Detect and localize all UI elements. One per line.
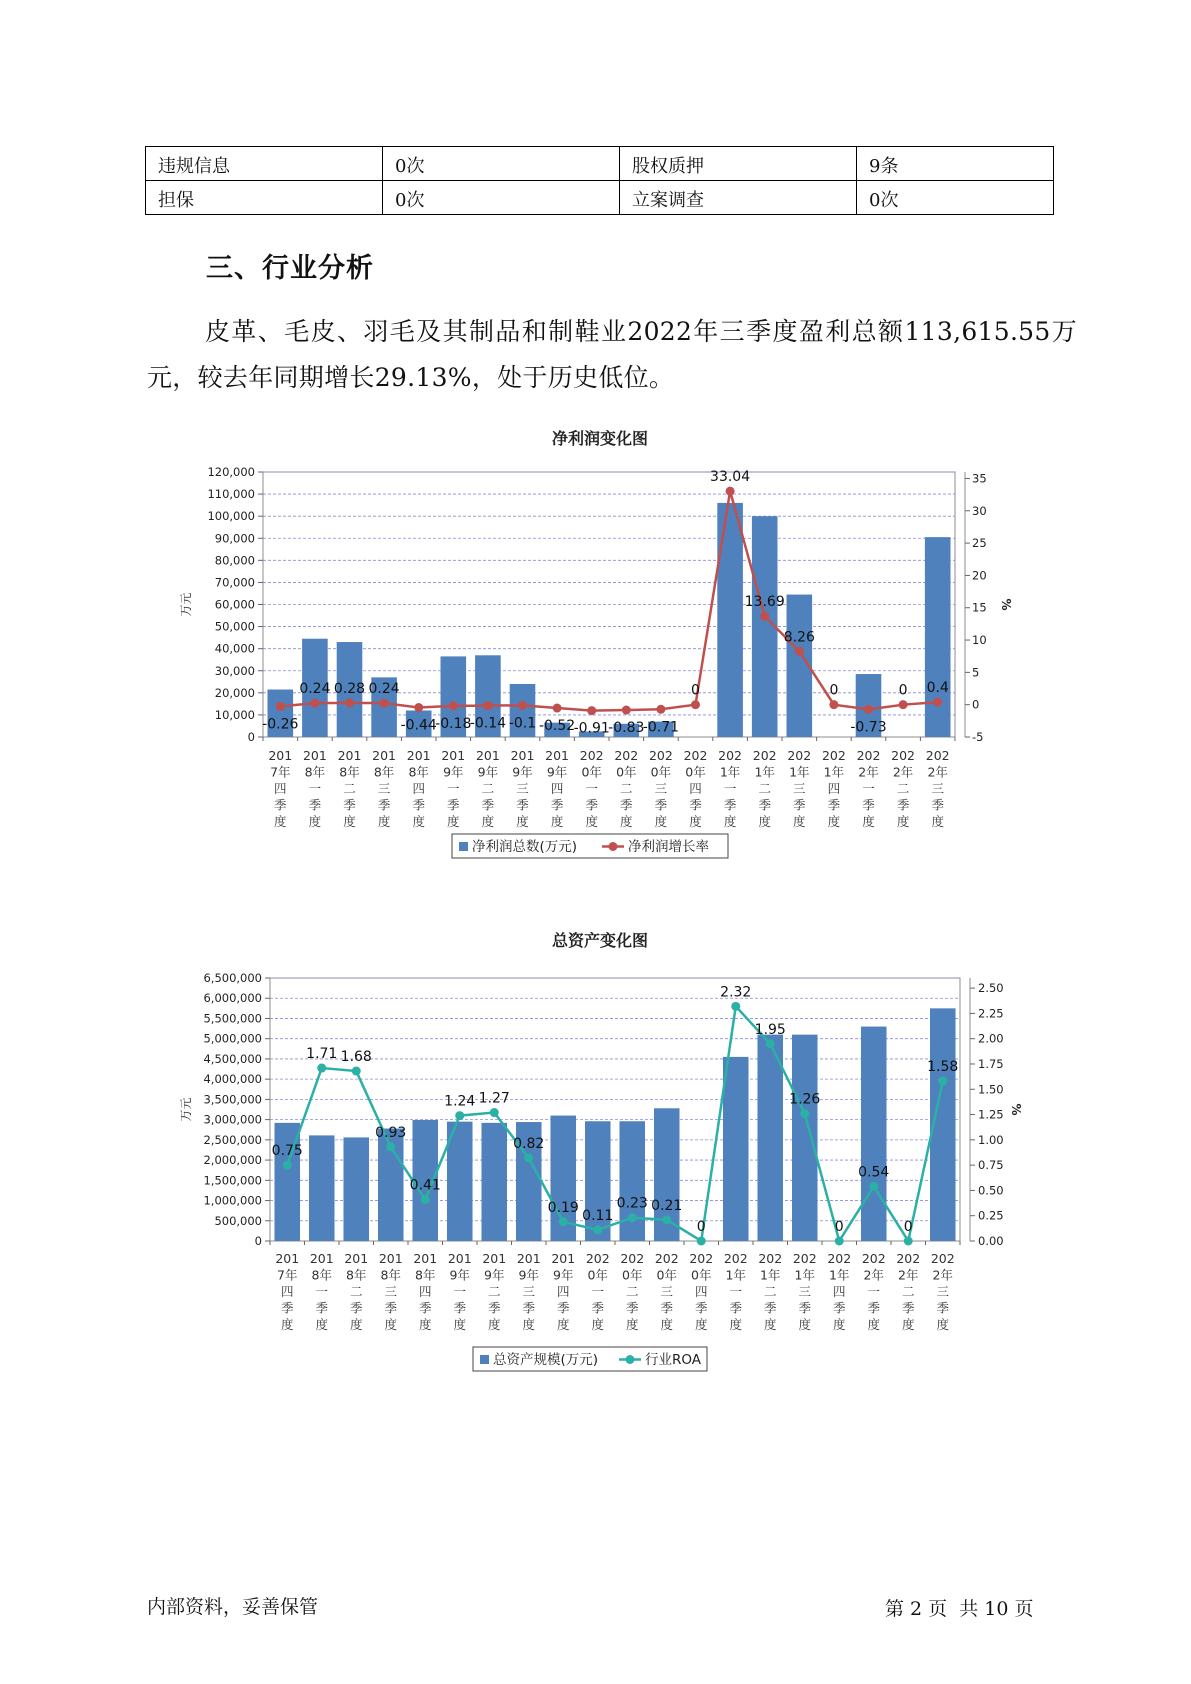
data-label: 0.28: [333, 680, 366, 697]
line-point: [835, 1237, 844, 1246]
line-point: [691, 700, 700, 709]
x-tick-label: 202 0年二季度: [620, 1251, 645, 1332]
table-cell: 担保: [146, 181, 383, 215]
line-point: [352, 1067, 361, 1076]
line-point: [904, 1237, 913, 1246]
bar: [343, 1137, 369, 1241]
table-cell: 立案调查: [620, 181, 857, 215]
line-point: [864, 705, 873, 714]
x-tick-label: 201 8年四季度: [413, 1251, 438, 1332]
line-point: [766, 1039, 775, 1048]
x-tick-label: 202 1年一季度: [718, 748, 743, 829]
line-point: [559, 1217, 568, 1226]
line-point: [283, 1161, 292, 1170]
y2-tick-label: 0.75: [978, 1158, 1004, 1173]
table-cell: 0次: [857, 181, 1054, 215]
line-point: [726, 487, 735, 496]
data-label: 1.26: [789, 1091, 821, 1108]
y2-tick-label: 2.50: [978, 981, 1004, 996]
legend-label: 净利润总数(万元): [472, 839, 578, 855]
legend: [473, 1347, 707, 1371]
data-label: -0.73: [850, 719, 887, 736]
line-point: [899, 700, 908, 709]
table-row: [146, 147, 1054, 181]
y2-tick-label: 0.25: [978, 1208, 1004, 1223]
line-point: [345, 698, 354, 707]
x-tick-label: 202 2年三季度: [925, 748, 950, 829]
line-point: [449, 701, 458, 710]
y-tick-label: 100,000: [207, 509, 255, 524]
x-tick-label: 202 1年一季度: [723, 1251, 748, 1332]
y2-tick-label: 2.00: [978, 1031, 1004, 1046]
data-label: -0.71: [642, 719, 680, 736]
bar: [723, 1057, 749, 1241]
data-label: 0.24: [368, 681, 400, 698]
y2-tick-label: 0.50: [978, 1183, 1004, 1198]
line-point: [518, 701, 527, 710]
x-tick-label: 202 2年二季度: [891, 748, 916, 829]
x-tick-label: 202 0年二季度: [614, 748, 639, 829]
y-tick-label: 0: [254, 1234, 262, 1248]
y-axis-label: 万元: [179, 1097, 193, 1122]
line-point: [553, 704, 562, 713]
y-tick-label: 10,000: [214, 707, 255, 722]
data-label: 0.4: [926, 680, 949, 697]
bar: [757, 1035, 783, 1241]
y-tick-label: 6,500,000: [203, 971, 262, 985]
line-point: [414, 703, 423, 712]
y-tick-label: 60,000: [214, 597, 255, 612]
legend-line-marker: [626, 1355, 635, 1364]
y2-tick-label: 5: [972, 665, 980, 680]
y2-tick-label: 2.25: [978, 1006, 1004, 1021]
y-tick-label: 4,500,000: [203, 1051, 262, 1066]
data-label: -0.14: [469, 715, 507, 732]
data-label: 0.41: [409, 1177, 441, 1194]
x-tick-label: 201 9年一季度: [447, 1251, 472, 1332]
x-tick-label: 201 8年二季度: [344, 1251, 369, 1332]
y-tick-label: 50,000: [214, 619, 255, 634]
y-tick-label: 6,000,000: [203, 991, 262, 1006]
data-label: 0.75: [271, 1143, 303, 1160]
legend-label: 总资产规模(万元): [493, 1352, 599, 1368]
data-label: 0.54: [858, 1164, 890, 1181]
data-label: 1.58: [927, 1059, 959, 1076]
data-label: 0: [898, 682, 908, 699]
data-label: 1.95: [754, 1021, 786, 1038]
y-tick-label: 40,000: [214, 641, 255, 656]
y2-tick-label: 10: [972, 633, 987, 648]
data-label: -0.26: [262, 716, 299, 733]
line-point: [662, 1215, 671, 1224]
line-point: [800, 1109, 809, 1118]
line-point: [490, 1108, 499, 1117]
y-tick-label: 3,500,000: [203, 1092, 262, 1107]
y-tick-label: 5,500,000: [203, 1011, 262, 1026]
data-label: 0: [834, 1219, 844, 1235]
y2-axis-label: %: [1009, 1103, 1023, 1116]
total-assets-chart: [0, 920, 1191, 1380]
x-tick-label: 201 8年二季度: [337, 748, 362, 829]
line-point: [760, 612, 769, 621]
y-tick-label: 20,000: [214, 685, 255, 700]
y-tick-label: 4,000,000: [203, 1072, 262, 1087]
x-tick-label: 201 9年三季度: [510, 748, 535, 829]
bar: [309, 1135, 335, 1241]
data-label: 0: [829, 682, 839, 699]
y-tick-label: 30,000: [214, 663, 255, 678]
y2-axis-label: %: [999, 598, 1013, 611]
page-number: 第 2 页 共 10 页: [885, 1598, 1034, 1620]
line-point: [483, 701, 492, 710]
x-tick-label: 202 0年一季度: [579, 748, 604, 829]
y2-tick-label: 35: [972, 471, 987, 486]
data-label: 8.26: [783, 629, 815, 646]
x-tick-label: 201 8年三季度: [372, 748, 397, 829]
x-tick-label: 202 0年三季度: [648, 748, 673, 829]
info-table: [145, 146, 1054, 215]
x-tick-label: 201 8年一季度: [309, 1251, 334, 1332]
line-point: [656, 705, 665, 714]
x-tick-label: 202 1年四季度: [827, 1251, 852, 1332]
x-tick-label: 202 1年二季度: [752, 748, 777, 829]
x-tick-label: 201 9年一季度: [441, 748, 466, 829]
y2-tick-label: 25: [972, 536, 987, 551]
x-tick-label: 202 1年三季度: [792, 1251, 817, 1332]
data-label: 0.19: [547, 1199, 579, 1216]
y-tick-label: 120,000: [207, 465, 255, 479]
data-label: -0.1: [508, 715, 537, 732]
line-point: [622, 706, 631, 715]
data-label: 0: [691, 682, 700, 699]
x-tick-label: 201 9年四季度: [551, 1251, 576, 1332]
line-point: [933, 698, 942, 707]
y-tick-label: 0: [247, 730, 255, 744]
x-tick-label: 201 7年四季度: [275, 1251, 300, 1332]
line-point: [869, 1182, 878, 1191]
x-tick-label: 201 7年四季度: [268, 748, 293, 829]
x-tick-label: 201 9年四季度: [545, 748, 570, 829]
x-tick-label: 202 2年一季度: [861, 1251, 886, 1332]
y2-tick-label: 20: [972, 568, 987, 583]
table-cell: 股权质押: [620, 147, 857, 181]
y2-tick-label: -5: [972, 730, 984, 744]
x-tick-label: 202 0年一季度: [585, 1251, 610, 1332]
data-label: -0.18: [435, 715, 472, 732]
legend-label: 净利润增长率: [628, 839, 709, 855]
y2-tick-label: 1.00: [978, 1132, 1004, 1147]
table-cell: 违规信息: [146, 147, 383, 181]
bar: [792, 1035, 818, 1241]
legend-bar-swatch: [480, 1355, 489, 1364]
y-tick-label: 1,000,000: [203, 1193, 262, 1208]
footer-note: 内部资料，妥善保管: [147, 1596, 319, 1618]
bar: [925, 537, 951, 737]
line-point: [697, 1237, 706, 1246]
y-tick-label: 2,500,000: [203, 1132, 262, 1147]
y-tick-label: 80,000: [214, 553, 255, 568]
line-point: [310, 699, 319, 708]
x-tick-label: 202 1年二季度: [758, 1251, 783, 1332]
data-label: 0: [903, 1219, 913, 1235]
data-label: 0.24: [299, 681, 331, 698]
data-label: 0.82: [513, 1136, 545, 1153]
data-label: 0.23: [616, 1195, 648, 1212]
line-point: [593, 1225, 602, 1234]
y-tick-label: 1,500,000: [203, 1173, 262, 1188]
data-label: 0.21: [651, 1197, 683, 1214]
y2-tick-label: 0.00: [978, 1234, 1004, 1248]
data-label: 1.71: [306, 1046, 338, 1063]
y-tick-label: 70,000: [214, 575, 255, 590]
y-axis-label: 万元: [179, 592, 193, 617]
y2-tick-label: 30: [972, 503, 987, 518]
x-tick-label: 201 9年三季度: [516, 1251, 541, 1332]
y2-tick-label: 1.50: [978, 1082, 1004, 1097]
bar: [861, 1027, 887, 1241]
y2-tick-label: 1.25: [978, 1107, 1004, 1122]
net-profit-chart: [0, 420, 1191, 870]
data-label: 0.93: [375, 1124, 407, 1141]
chart-title: 总资产变化图: [551, 931, 649, 950]
data-label: 1.27: [478, 1090, 510, 1107]
line-point: [829, 700, 838, 709]
bar: [717, 503, 743, 737]
data-label: 0.11: [582, 1207, 614, 1224]
data-label: 33.04: [710, 469, 751, 486]
line-point: [795, 647, 804, 656]
data-label: 1.24: [444, 1093, 476, 1110]
line-point: [421, 1195, 430, 1204]
x-tick-label: 202 2年二季度: [896, 1251, 921, 1332]
y-tick-label: 90,000: [214, 531, 255, 546]
y-tick-label: 500,000: [214, 1213, 262, 1228]
line-point: [386, 1142, 395, 1151]
legend-line-marker: [609, 842, 618, 851]
chart-svg: [0, 920, 1191, 1380]
x-tick-label: 201 8年一季度: [302, 748, 327, 829]
bar: [619, 1121, 645, 1241]
line-point: [938, 1077, 947, 1086]
line-point: [317, 1064, 326, 1073]
data-label: -0.91: [573, 720, 610, 737]
chart-title: 净利润变化图: [551, 429, 649, 448]
line-point: [455, 1111, 464, 1120]
x-tick-label: 201 8年三季度: [378, 1251, 403, 1332]
table-row: [146, 181, 1054, 215]
data-label: 1.68: [340, 1049, 372, 1066]
line-point: [628, 1213, 637, 1222]
legend-label: 行业ROA: [645, 1352, 702, 1368]
y-tick-label: 2,000,000: [203, 1153, 262, 1168]
x-tick-label: 202 0年四季度: [689, 1251, 714, 1332]
data-label: 13.69: [744, 594, 785, 611]
legend-bar-swatch: [459, 842, 468, 851]
x-tick-label: 202 0年三季度: [654, 1251, 679, 1332]
table-cell: 9条: [857, 147, 1054, 181]
x-tick-label: 201 9年二季度: [475, 748, 500, 829]
legend: [452, 834, 728, 858]
table-cell: 0次: [383, 147, 620, 181]
data-label: 2.32: [720, 984, 752, 1001]
x-tick-label: 202 0年四季度: [683, 748, 708, 829]
data-label: -0.52: [538, 718, 576, 735]
bar: [481, 1123, 507, 1241]
data-label: -0.83: [608, 720, 645, 737]
body-paragraph: 皮革、毛皮、羽毛及其制品和制鞋业2022年三季度盈利总额113,615.55万元，较去年同期增长29.13%，处于历史低位。: [147, 317, 1077, 392]
y-tick-label: 110,000: [207, 487, 255, 502]
x-tick-label: 202 1年三季度: [787, 748, 812, 829]
data-label: 0: [696, 1219, 706, 1235]
x-tick-label: 201 8年四季度: [406, 748, 431, 829]
y-tick-label: 3,000,000: [203, 1112, 262, 1127]
y-tick-label: 5,000,000: [203, 1031, 262, 1046]
line-point: [731, 1002, 740, 1011]
y2-tick-label: 0: [972, 697, 980, 712]
line-point: [587, 706, 596, 715]
section-title: 三、行业分析: [206, 253, 374, 284]
table-cell: 0次: [383, 181, 620, 215]
line-point: [524, 1154, 533, 1163]
x-tick-label: 202 2年三季度: [930, 1251, 955, 1332]
y2-tick-label: 15: [972, 600, 987, 615]
line-point: [276, 702, 285, 711]
chart-svg: [0, 420, 1191, 870]
x-tick-label: 202 2年一季度: [856, 748, 881, 829]
line-point: [380, 699, 389, 708]
data-label: -0.44: [400, 717, 437, 734]
x-tick-label: 202 1年四季度: [821, 748, 846, 829]
x-tick-label: 201 9年二季度: [482, 1251, 507, 1332]
y2-tick-label: 1.75: [978, 1056, 1004, 1071]
